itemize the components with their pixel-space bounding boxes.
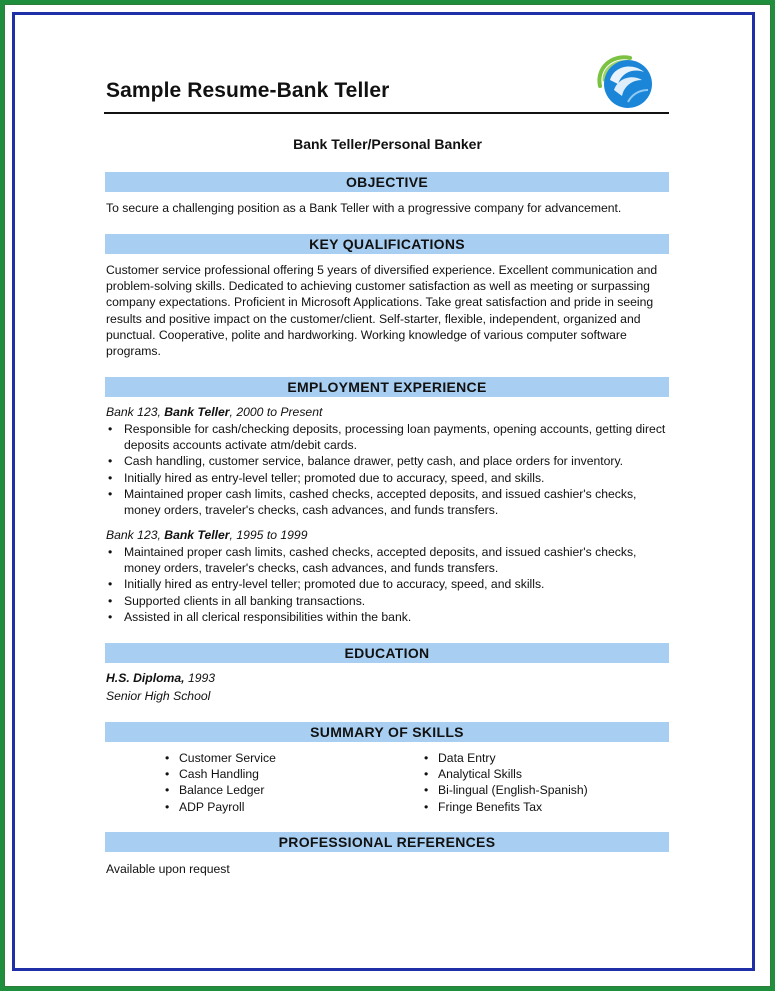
- resume-subtitle: Bank Teller/Personal Banker: [293, 136, 482, 152]
- job-1-header: [106, 405, 322, 419]
- list-item: • Cash Handling: [165, 766, 385, 782]
- list-item: • Initially hired as entry-level teller; promoted due to accuracy, speed, and skills.: [106, 470, 666, 486]
- job-2-company: Bank 123,: [106, 528, 161, 542]
- list-item: • Customer Service: [165, 750, 385, 766]
- qualifications-heading: KEY QUALIFICATIONS: [105, 234, 669, 254]
- skills-heading: SUMMARY OF SKILLS: [105, 722, 669, 742]
- resume-title: Sample Resume-Bank Teller: [106, 79, 390, 102]
- title-rule: [104, 112, 669, 114]
- job-1-company: Bank 123,: [106, 405, 161, 419]
- education-school: Senior High School: [106, 689, 211, 703]
- education-degree-line: [106, 671, 215, 685]
- employment-heading: EMPLOYMENT EXPERIENCE: [105, 377, 669, 397]
- skills-list-right: [424, 750, 654, 815]
- job-2-duties: [106, 544, 666, 625]
- skills-list-left: [165, 750, 385, 815]
- list-item: • ADP Payroll: [165, 799, 385, 815]
- list-item: • Responsible for cash/checking deposits, processing loan payments, opening accounts, getting direct deposits accounts activate atm/debit cards.: [106, 421, 666, 453]
- objective-heading: OBJECTIVE: [105, 172, 669, 192]
- job-1-duties: [106, 421, 666, 518]
- job-1-role: Bank Teller: [164, 405, 230, 419]
- objective-text: To secure a challenging position as a Bank Teller with a progressive company for advancement.: [106, 201, 622, 215]
- list-item: • Analytical Skills: [424, 766, 654, 782]
- education-heading: EDUCATION: [105, 643, 669, 663]
- list-item: • Cash handling, customer service, balance drawer, petty cash, and place orders for inventory.: [106, 453, 666, 469]
- references-text: Available upon request: [106, 862, 230, 876]
- list-item: • Initially hired as entry-level teller; promoted due to accuracy, speed, and skills.: [106, 576, 666, 592]
- list-item: • Fringe Benefits Tax: [424, 799, 654, 815]
- education-degree: H.S. Diploma,: [106, 671, 185, 685]
- education-year: 1993: [184, 671, 216, 685]
- job-2-dates: , 1995 to 1999: [229, 528, 308, 542]
- swirl-logo-icon: [592, 50, 656, 112]
- references-heading: PROFESSIONAL REFERENCES: [105, 832, 669, 852]
- list-item: • Maintained proper cash limits, cashed checks, accepted deposits, and issued cashier's checks, money orders, traveler's checks, cash advances, and funds transfers.: [106, 544, 666, 576]
- list-item: • Data Entry: [424, 750, 654, 766]
- job-2-role: Bank Teller: [164, 528, 230, 542]
- job-2-header: [106, 528, 307, 542]
- list-item: • Supported clients in all banking transactions.: [106, 593, 666, 609]
- qualifications-text: Customer service professional offering 5 years of diversified experience. Excellent communication and problem-solving skills. Dedicated to achieving customer satisfaction as well as meeting or surpassing company expectations. Proficient in Microsoft Applications. Take great satisfaction and pride in seeing results and positive impact on the customer/client. Self-starter, flexible, independent, organized and punctual. Cooperative, polite and hardworking. Working knowledge of various computer software programs.: [106, 263, 658, 359]
- job-1-dates: , 2000 to Present: [229, 405, 323, 419]
- list-item: • Balance Ledger: [165, 782, 385, 798]
- list-item: • Assisted in all clerical responsibilities within the bank.: [106, 609, 666, 625]
- list-item: • Maintained proper cash limits, cashed checks, accepted deposits, and issued cashier's checks, money orders, traveler's checks, cash advances, and funds transfers.: [106, 486, 666, 518]
- list-item: • Bi-lingual (English-Spanish): [424, 782, 654, 798]
